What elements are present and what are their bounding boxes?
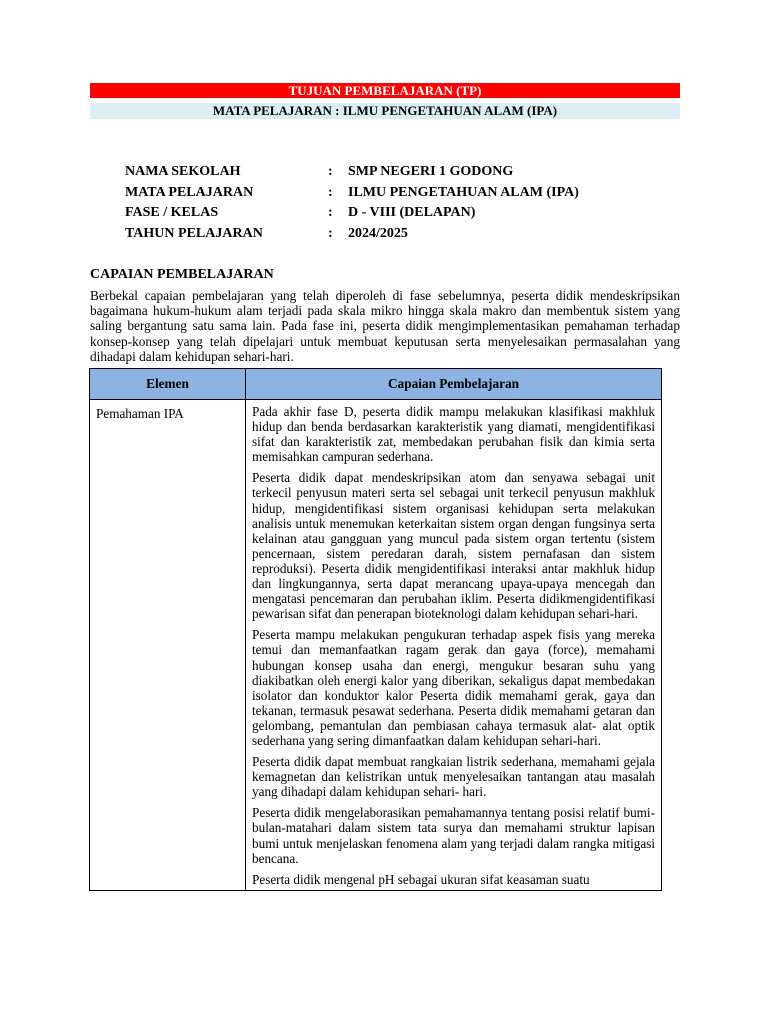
- outcome-paragraph: Peserta mampu melakukan pengukuran terhadap aspek fisis yang mereka temui dan memanfaatkan ragam gerak dan gaya (force), memahami hubungan konsep usaha dan energi, mengukur besaran suhu yang diakibatkan oleh energi kalor yang diberikan, sekaligus dapat membedakan isolator dan konduktor kalor Peserta didik memahami gerak, gaya dan tekanan, termasuk pesawat sederhana. Peserta didik memahami getaran dan gelombang, pemantulan dan pembiasan cahaya termasuk alat- alat optik sederhana yang sering dimanfaatkan dalam kehidupan sehari-hari.: [252, 627, 655, 748]
- info-key: TAHUN PELAJARAN: [125, 226, 263, 242]
- outcome-paragraph: Peserta didik mengenal pH sebagai ukuran sifat keasaman suatu: [252, 871, 590, 887]
- info-separator: :: [328, 226, 333, 242]
- section-title: CAPAIAN PEMBELAJARAN: [90, 267, 274, 282]
- info-separator: :: [328, 164, 333, 179]
- info-separator: :: [328, 205, 333, 221]
- header-element: Elemen: [90, 369, 246, 400]
- table-header-row: [90, 369, 662, 400]
- info-row-school: [125, 162, 579, 183]
- info-row-subject: [125, 183, 579, 204]
- header-outcomes: Capaian Pembelajaran: [246, 369, 662, 400]
- document-title: TUJUAN PEMBELAJARAN (TP): [90, 83, 680, 98]
- outcome-paragraph: Peserta didik mengelaborasikan pemahamannya tentang posisi relatif bumi-bulan-matahari dalam sistem tata surya dan memahami struktur lapisan bumi untuk menjelaskan fenomena alam yang terjadi dalam rangka mitigasi bencana.: [252, 805, 655, 866]
- outcome-paragraph: Peserta didik dapat mendeskripsikan atom dan senyawa sebagai unit terkecil penyusun materi serta sel sebagai unit terkecil penyusun makhluk hidup, mengidentifikasi sistem organisasi kehidupan serta melakukan analisis untuk menemukan keterkaitan sistem organ dengan fungsinya serta kelainan atau gangguan yang muncul pada sistem organ tertentu (sistem pencernaan, sistem peredaran darah, sistem pernafasan dan sistem reproduksi). Peserta didik mengidentifikasi interaksi antar makhluk hidup dan lingkungannya, serta dapat merancang upaya-upaya mencegah dan mengatasi pencemaran dan perubahan iklim. Peserta didikmengidentifikasi pewarisan sifat dan penerapan bioteknologi dalam kehidupan sehari-hari.: [252, 470, 655, 622]
- info-key: NAMA SEKOLAH: [125, 164, 241, 179]
- element-cell: Pemahaman IPA: [90, 400, 246, 891]
- info-key: FASE / KELAS: [125, 205, 219, 221]
- info-value: D - VIII (DELAPAN): [348, 205, 476, 221]
- school-info: [125, 162, 579, 245]
- table-row: [90, 400, 662, 891]
- info-row-phase: [125, 203, 579, 224]
- info-value: ILMU PENGETAHUAN ALAM (IPA): [348, 184, 579, 200]
- outcome-paragraph: Pada akhir fase D, peserta didik mampu melakukan klasifikasi makhluk hidup dan benda berdasarkan karakteristik yang diamati, mengidentifikasi sifat dan karakteristik zat, membedakan perubahan fisik dan kimia serta memisahkan campuran sederhana.: [252, 404, 655, 465]
- outcome-paragraph: Peserta didik dapat membuat rangkaian listrik sederhana, memahami gejala kemagnetan dan kelistrikan untuk menyelesaikan tantangan atau masalah yang dihadapi dalam kehidupan sehari- hari.: [252, 754, 655, 800]
- info-value: 2024/2025: [348, 226, 408, 242]
- info-row-year: [125, 224, 579, 245]
- info-value: SMP NEGERI 1 GODONG: [348, 164, 514, 179]
- info-key: MATA PELAJARAN: [125, 184, 254, 200]
- learning-outcomes-table: [89, 368, 662, 891]
- outcomes-cell: [246, 400, 662, 891]
- info-separator: :: [328, 184, 333, 200]
- intro-paragraph: Berbekal capaian pembelajaran yang telah diperoleh di fase sebelumnya, peserta didik mendeskripsikan bagaimana hukum-hukum alam terjadi pada skala mikro hingga skala makro dan membentuk sistem yang saling bergantung satu sama lain. Pada fase ini, peserta didik mengimplementasikan pemahaman terhadap konsep-konsep yang telah dipelajari untuk membuat keputusan serta menyelesaikan permasalahan yang dihadapi dalam kehidupan sehari-hari.: [90, 288, 680, 364]
- subject-banner: MATA PELAJARAN : ILMU PENGETAHUAN ALAM (IPA): [90, 103, 680, 119]
